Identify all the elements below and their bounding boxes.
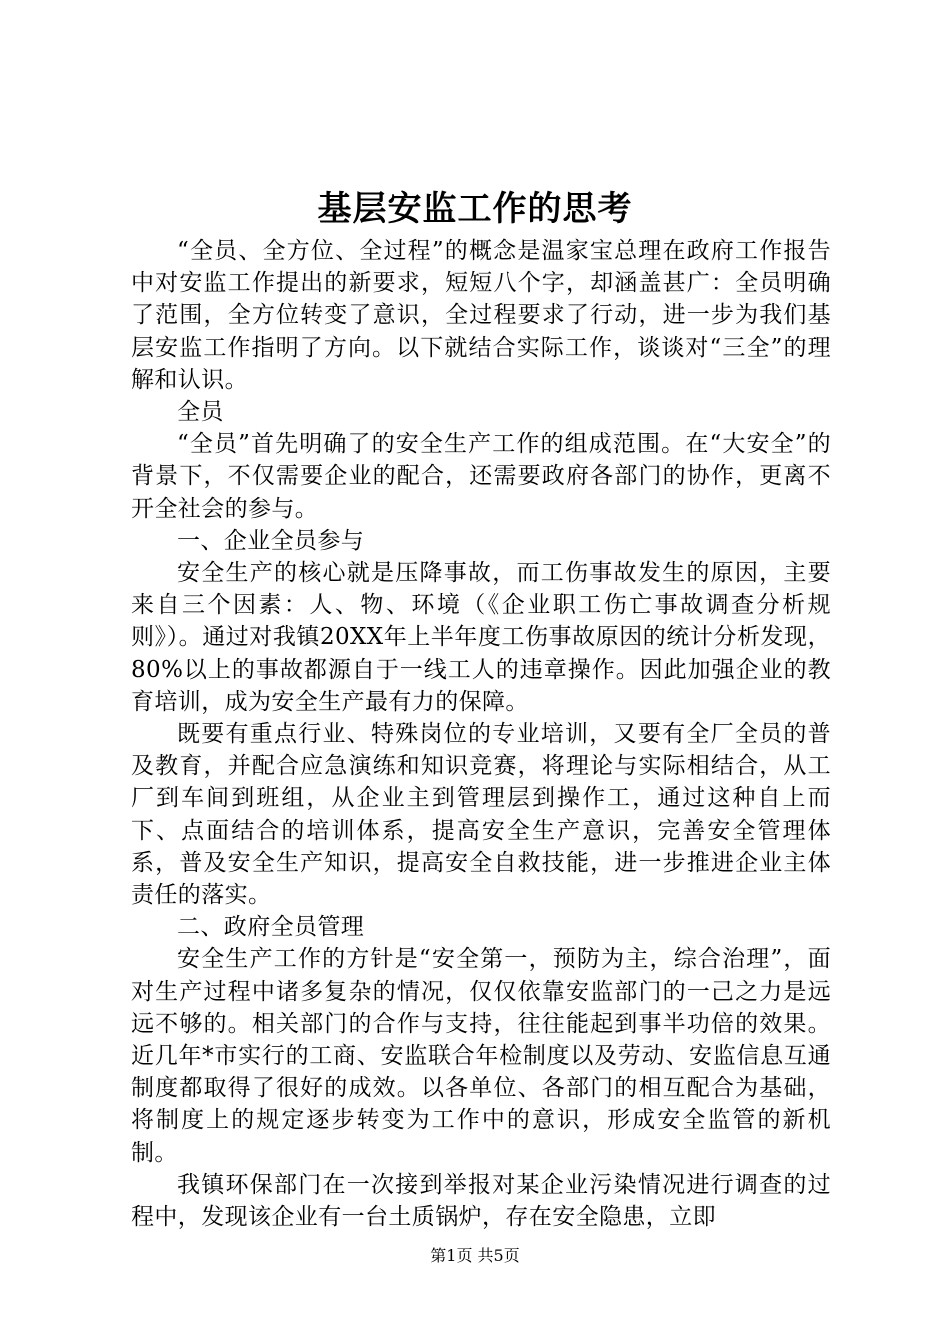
section-heading-quanyuan: 全员 bbox=[177, 399, 224, 426]
subheading-government: 二、政府全员管理 bbox=[177, 914, 365, 941]
paragraph-government: 安全生产工作的方针是“安全第一，预防为主，综合治理”，面对生产过程中诸多复杂的情况，仅仅依靠安监部门的一己之力是远远不够的。相关部门的合作与支持，往往能起到事半功倍的效果。近几年*市实行的工商、安监联合年检制度以及劳动、安监信息互通制度都取得了很好的成效。以各单位、各部门的相互配合为基础，将制度上的规定逐步转变为工作中的意识，形成安全监管的新机制。 bbox=[131, 946, 831, 1166]
paragraph-example: 我镇环保部门在一次接到举报对某企业污染情况进行调查的过程中，发现该企业有一台土质锅炉，存在安全隐患，立即 bbox=[131, 1171, 831, 1231]
page-title: 基层安监工作的思考 bbox=[317, 189, 633, 229]
paragraph-quanyuan: “全员”首先明确了的安全生产工作的组成范围。在“大安全”的背景下，不仅需要企业的配合，还需要政府各部门的协作，更离不开全社会的参与。 bbox=[131, 431, 831, 522]
subheading-enterprise: 一、企业全员参与 bbox=[177, 527, 365, 554]
paragraph-accident-causes: 安全生产的核心就是压降事故，而工伤事故发生的原因，主要来自三个因素：人、物、环境（《企业职工伤亡事故调查分析规则》）。通过对我镇20XX年上半年度工伤事故原因的统计分析发现，80%以上的事故都源自于一线工人的违章操作。因此加强企业的教育培训，成为安全生产最有力的保障。 bbox=[131, 560, 831, 715]
paragraph-intro: “全员、全方位、全过程”的概念是温家宝总理在政府工作报告中对安监工作提出的新要求，短短八个字，却涵盖甚广：全员明确了范围，全方位转变了意识，全过程要求了行动，进一步为我们基层安监工作指明了方向。以下就结合实际工作，谈谈对“三全”的理解和认识。 bbox=[131, 238, 831, 393]
paragraph-training: 既要有重点行业、特殊岗位的专业培训，又要有全厂全员的普及教育，并配合应急演练和知识竞赛，将理论与实际相结合，从工厂到车间到班组，从企业主到管理层到操作工，通过这种自上而下、点面结合的培训体系，提高安全生产意识，完善安全管理体系，普及安全生产知识，提高安全自救技能，进一步推进企业主体责任的落实。 bbox=[131, 721, 831, 909]
page-footer: 第1页 共5页 bbox=[430, 1246, 520, 1265]
document-body bbox=[131, 235, 831, 1233]
